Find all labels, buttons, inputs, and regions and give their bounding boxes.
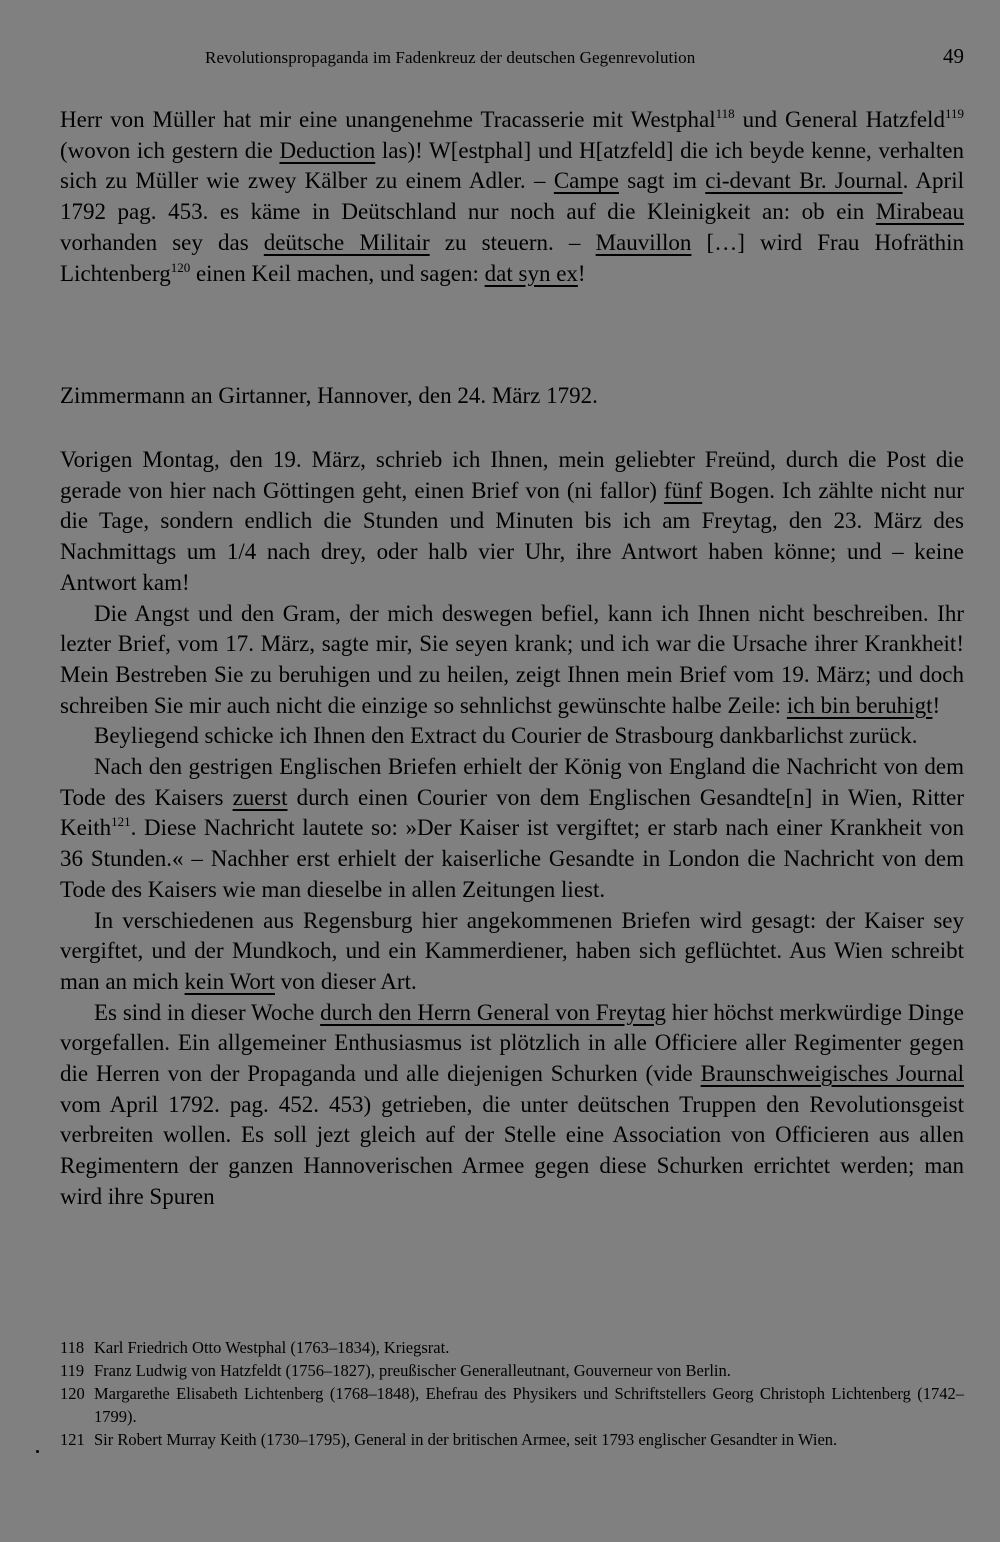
text-run: von dieser Art. bbox=[274, 968, 417, 994]
paragraph bbox=[60, 599, 964, 722]
running-title: Revolutionspropaganda im Fadenkreuz der deutschen Gegenrevolution bbox=[205, 48, 696, 67]
text-run: Die Angst und den Gram, der mich deswegen befiel, kann ich Ihnen nicht beschreiben. Ihr lezter Brief, vom 17. März, sagte mir, Sie seyen krank; und ich war die Ursache ihrer Krankheit! Mein Bestreben Sie zu beruhigen und zu heilen, zeigt Ihnen mein Brief vom 19. März; und doch schreiben Sie mir auch nicht die einzige so sehnlichst gewünschte halbe Zeile: bbox=[60, 600, 964, 718]
footnote-ref: 120 bbox=[170, 259, 191, 275]
text-run: Vorigen Montag, den 19. März, schrieb ich Ihnen, mein geliebter Freünd, durch die Post die gerade von hier nach Göttingen geht, einen Brief von (ni fallor) bbox=[60, 447, 964, 503]
footnote bbox=[60, 1382, 964, 1428]
text-run: sagt im bbox=[618, 168, 706, 194]
paragraph bbox=[60, 105, 964, 289]
underlined-word: ci-devant Br. Journal bbox=[705, 168, 903, 194]
text-run: . Diese Nachricht lautete so: »Der Kaiser ist vergiftet; er starb nach einer Krankheit von 36 Stunden.« – Nachher erst erhielt der kaiserliche Gesandte in London die Nachricht von dem Tode des Kaisers wie man dieselbe in allen Zeitungen liest. bbox=[60, 815, 964, 902]
footnote-ref: 121 bbox=[111, 814, 131, 830]
underlined-word: dat syn ex bbox=[484, 260, 578, 286]
paragraph bbox=[60, 752, 964, 906]
text-run: In verschiedenen aus Regensburg hier angekommenen Briefen wird gesagt: der Kaiser sey vergiftet, und der Mundkoch, und ein Kammerdiener, haben sich geflüchtet. Aus Wien schreibt man an mich bbox=[60, 907, 964, 994]
footnote-text: Franz Ludwig von Hatzfeldt (1756–1827), preußischer Generalleutnant, Gouverneur von Berlin. bbox=[94, 1361, 731, 1380]
text-run: hier höchst merkwürdige Dinge vorgefallen. Ein allgemeiner Enthusiasmus ist plötzlich in alle Officiere aller Regimenter gegen die Herren von der Propaganda und alle diejenigen Schurken (vide bbox=[60, 999, 964, 1087]
footnote-text: Margarethe Elisabeth Lichtenberg (1768–1848), Ehefrau des Physikers und Schriftstellers Georg Christoph Lichtenberg (1742–1799). bbox=[94, 1384, 964, 1426]
footnotes bbox=[60, 1336, 964, 1451]
text-run: und General Hatzfeld bbox=[734, 107, 945, 132]
text-run: zu steuern. – bbox=[429, 229, 596, 255]
text-run: […] wird Frau Hofräthin Lichtenberg bbox=[60, 229, 964, 286]
underlined-word: ich bin beruhigt bbox=[786, 692, 933, 718]
footnote bbox=[60, 1359, 964, 1382]
footnote-number: 118 bbox=[60, 1338, 85, 1357]
footnote bbox=[60, 1336, 964, 1359]
underlined-word: fünf bbox=[663, 477, 703, 503]
text-run: Bogen. Ich zählte nicht nur die Tage, sondern endlich die Stunden und Minuten bis ich am Freytag, den 23. März des Nachmittags um 1/4 nach drey, oder halb vier Uhr, ihre Antwort haben könne; und – keine Antwort kam! bbox=[60, 477, 964, 595]
underlined-word: kein Wort bbox=[184, 968, 275, 994]
text-run: las)! W[estphal] und H[atzfeld] die ich beyde kenne, verhalten sich zu Müller wie zwey Kälber zu einem Adler. – bbox=[60, 137, 964, 194]
text-run: einen Keil machen, und sagen: bbox=[190, 260, 485, 286]
underlined-word: Mirabeau bbox=[875, 199, 964, 225]
text-run: ! bbox=[932, 692, 941, 718]
footnote-text: Karl Friedrich Otto Westphal (1763–1834), Kriegsrat. bbox=[94, 1338, 450, 1357]
footnote-number: 119 bbox=[60, 1361, 85, 1380]
underlined-word: Deduction bbox=[279, 137, 376, 163]
page-number: 49 bbox=[943, 44, 964, 68]
footnote-text: Sir Robert Murray Keith (1730–1795), General in der britischen Armee, seit 1793 englischer Gesandter in Wien. bbox=[94, 1430, 838, 1449]
underlined-word: deütsche Militair bbox=[263, 229, 430, 255]
text-run: Es sind in dieser Woche bbox=[94, 999, 321, 1025]
paragraph bbox=[60, 998, 964, 1213]
text-run: Beyliegend schicke ich Ihnen den Extract du Courier de Strasbourg dankbarlichst zurück. bbox=[94, 723, 918, 749]
footnote bbox=[60, 1428, 964, 1451]
letter-heading: Zimmermann an Girtanner, Hannover, den 24. März 1792. bbox=[60, 383, 598, 408]
paragraph bbox=[60, 445, 964, 599]
text-run: (wovon ich gestern die bbox=[60, 137, 280, 163]
paragraph bbox=[60, 906, 964, 998]
footnote-number: 120 bbox=[60, 1384, 85, 1403]
footnote-ref: 119 bbox=[944, 106, 964, 121]
text-run: vorhanden sey das bbox=[60, 229, 264, 255]
text-run: Herr von Müller hat mir eine unangenehme Tracasserie mit Westphal bbox=[60, 107, 716, 132]
scan-speck bbox=[36, 1450, 39, 1453]
letter-body bbox=[60, 445, 964, 1213]
footnote-ref: 118 bbox=[715, 106, 735, 121]
text-run: ! bbox=[577, 260, 586, 286]
underlined-word: Campe bbox=[553, 168, 619, 194]
underlined-word: durch den Herrn General von Freytag bbox=[320, 999, 667, 1025]
text-run: Nach den gestrigen Englischen Briefen erhielt der König von England die Nachricht von dem Tode des Kaisers bbox=[60, 754, 964, 810]
underlined-word: Braunschweigisches Journal bbox=[700, 1061, 964, 1087]
underlined-word: Mauvillon bbox=[595, 229, 692, 255]
text-run: vom April 1792. pag. 452. 453) getrieben, die unter deütschen Truppen den Revolutionsgeist verbreiten wollen. Es soll jezt gleich auf der Stelle eine Association von Officieren aus allen Regimentern der ganzen Hannoverischen Armee gegen diese Schurken errichtet werden; man wird ihre Spuren bbox=[60, 1091, 964, 1209]
paragraph-quote bbox=[60, 105, 964, 289]
paragraph bbox=[60, 721, 964, 752]
underlined-word: zuerst bbox=[232, 784, 288, 810]
text-run: durch einen Courier von dem Englischen Gesandte[n] in Wien, Ritter Keith bbox=[60, 784, 964, 841]
footnote-number: 121 bbox=[60, 1430, 85, 1449]
text-run: . April 1792 pag. 453. es käme in Deütschland nur noch auf die Kleinigkeit an: ob ein bbox=[60, 168, 964, 225]
